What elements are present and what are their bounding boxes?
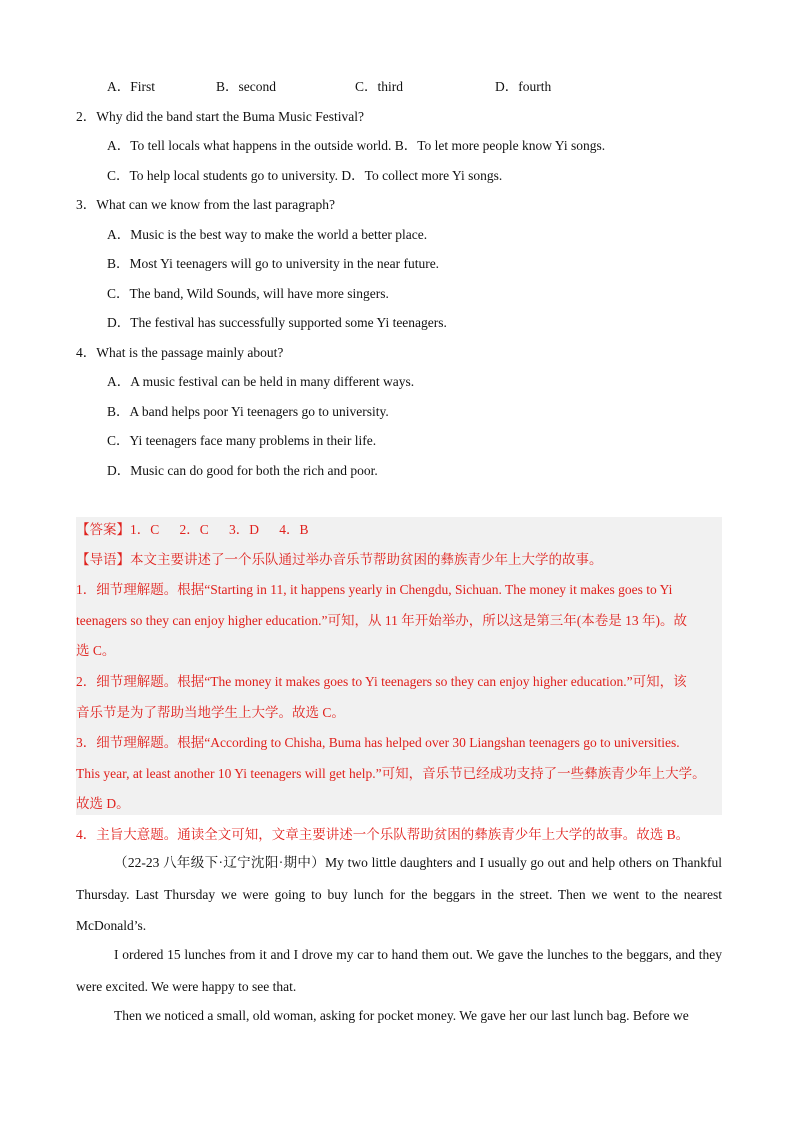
answer-explanation-line: teenagers so they can enjoy higher education.”可知，从 11 年开始举办，所以这是第三年(本卷是 13 年)。故: [76, 613, 688, 628]
answer-explanation-line: This year, at least another 10 Yi teenagers will get help.”可知，音乐节已经成功支持了一些彝族青少年上大学。: [76, 766, 706, 781]
question-4-option-b: B．A band helps poor Yi teenagers go to university.: [107, 404, 389, 419]
passage-paragraph-3: [76, 1000, 722, 1032]
question-2-stem: 2．Why did the band start the Buma Music Festival?: [76, 109, 364, 124]
answer-explanation-line: 4．主旨大意题。通读全文可知，文章主要讲述一个乐队帮助贫困的彝族青少年上大学的故事。故选 B。: [76, 827, 690, 842]
answer-explanation-line: 1．细节理解题。根据“Starting in 11, it happens yearly in Chengdu, Sichuan. The money it makes goes to Yi: [76, 582, 673, 597]
q1-option-c: C．third: [355, 79, 404, 94]
question-3-option-a: A．Music is the best way to make the world a better place.: [107, 227, 428, 242]
answer-explanation-line: 3．细节理解题。根据“According to Chisha, Buma has helped over 30 Liangshan teenagers go to universities.: [76, 735, 680, 750]
passage-paragraph-3-text: Then we noticed a small, old woman, asking for pocket money. We gave her our last lunch bag. Before we: [114, 1008, 689, 1023]
answer-key-line: 【答案】1．C 2．C 3．D 4．B: [76, 522, 309, 537]
passage-paragraph-2: [76, 939, 722, 1002]
passage-paragraph-1-text: （22-23 八年级下·辽宁沈阳·期中）My two little daughters and I usually go out and help others on Thankful Thursday. Last Thursday we were going to buy lunch for the beggars in the street. Then we went to the nearest McDonald’s.: [76, 855, 722, 933]
question-4-option-d: D．Music can do good for both the rich and poor.: [107, 463, 378, 478]
question-3-option-d: D．The festival has successfully supported some Yi teenagers.: [107, 315, 447, 330]
question-3-option-b: B．Most Yi teenagers will go to university in the near future.: [107, 256, 440, 271]
passage-paragraph-1: [76, 847, 722, 942]
question-2-option-line-2: C．To help local students go to university. D．To collect more Yi songs.: [107, 168, 503, 183]
question-2-option-line-1: A．To tell locals what happens in the outside world. B．To let more people know Yi songs.: [107, 138, 606, 153]
q1-option-a: A．First: [107, 79, 156, 94]
answer-intro-line: 【导语】本文主要讲述了一个乐队通过举办音乐节帮助贫困的彝族青少年上大学的故事。: [76, 552, 603, 567]
passage-paragraph-2-text: I ordered 15 lunches from it and I drove my car to hand them out. We gave the lunches to the beggars, and they were excited. We were happy to see that.: [76, 947, 722, 994]
question-4-option-c: C．Yi teenagers face many problems in their life.: [107, 433, 377, 448]
question-4-option-a: A．A music festival can be held in many different ways.: [107, 374, 415, 389]
answer-explanation-line: 故选 D。: [76, 796, 130, 811]
answer-explanation-line: 2．细节理解题。根据“The money it makes goes to Yi teenagers so they can enjoy higher education.”可知，该: [76, 674, 687, 689]
q1-option-d: D．fourth: [495, 79, 552, 94]
question-3-option-c: C．The band, Wild Sounds, will have more singers.: [107, 286, 389, 301]
answer-explanation-line: 选 C。: [76, 643, 116, 658]
question-4-stem: 4．What is the passage mainly about?: [76, 345, 284, 360]
answer-explanation-line: 音乐节是为了帮助当地学生上大学。故选 C。: [76, 705, 345, 720]
question-3-stem: 3．What can we know from the last paragraph?: [76, 197, 336, 212]
q1-option-b: B．second: [216, 79, 276, 94]
